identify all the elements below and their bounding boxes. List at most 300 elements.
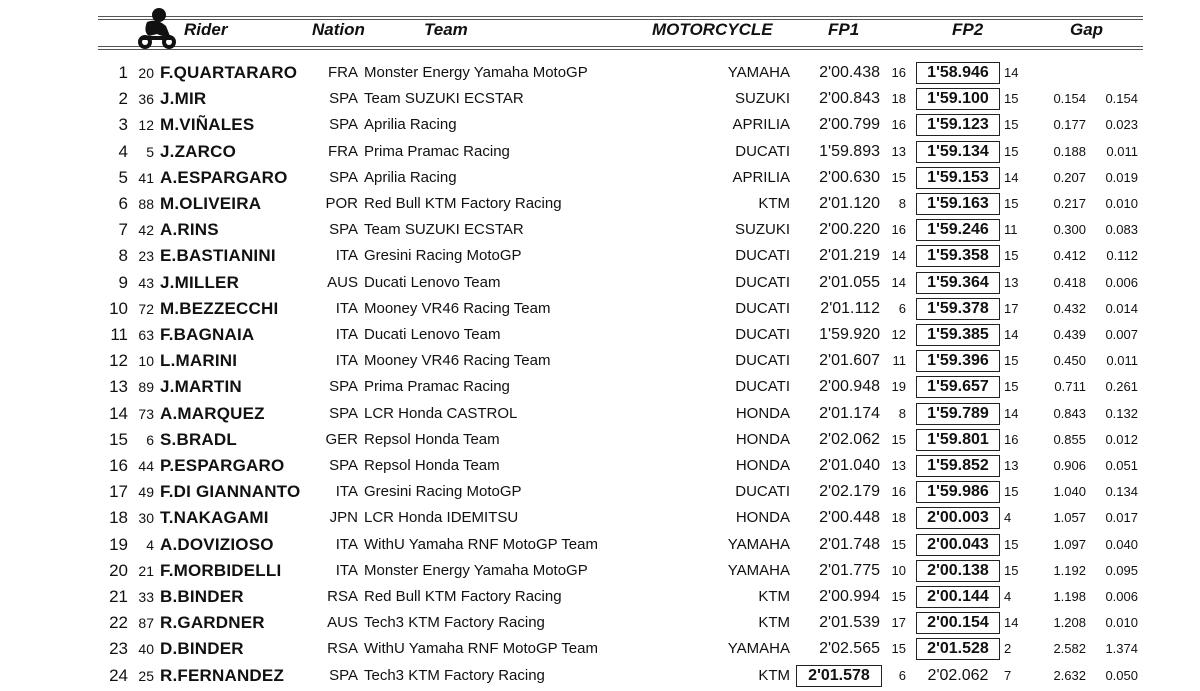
motorcycle-cell: HONDA xyxy=(735,457,790,474)
table-row xyxy=(0,193,1200,219)
fp2-lap-cell: 14 xyxy=(1004,65,1019,80)
header-gap: Gap xyxy=(1070,20,1104,39)
table-row xyxy=(0,560,1200,586)
fp1-time-cell: 2'01.578 xyxy=(796,665,882,687)
position-cell: 4 xyxy=(118,141,128,161)
rider-name-cell: D.BINDER xyxy=(160,639,244,659)
team-cell: Gresini Racing MotoGP xyxy=(364,247,522,265)
fp2-time-cell: 1'59.396 xyxy=(916,350,1000,372)
rider-name-cell: A.DOVIZIOSO xyxy=(160,534,274,554)
nation-cell: SPA xyxy=(329,221,358,239)
rider-number-cell: 25 xyxy=(138,667,154,684)
position-cell: 9 xyxy=(118,272,128,292)
table-row xyxy=(0,376,1200,402)
nation-cell: GER xyxy=(325,430,358,448)
fp1-lap-cell: 6 xyxy=(898,667,906,683)
fp1-time-cell: 2'01.120 xyxy=(819,195,880,212)
rider-name-cell: A.RINS xyxy=(160,220,219,240)
gap-previous-cell: 0.040 xyxy=(1105,536,1138,552)
team-cell: Mooney VR46 Racing Team xyxy=(364,352,551,370)
nation-cell: ITA xyxy=(335,326,358,343)
gap-previous-cell: 0.011 xyxy=(1106,353,1138,369)
rider-number-cell: 43 xyxy=(138,274,154,291)
team-cell: Red Bull KTM Factory Racing xyxy=(364,588,562,605)
table-row xyxy=(0,481,1200,507)
gap-first-cell: 1.198 xyxy=(1053,589,1086,604)
motorcycle-cell: YAMAHA xyxy=(727,64,790,81)
rider-number-cell: 40 xyxy=(138,641,154,658)
fp1-time-cell: 2'01.055 xyxy=(819,273,880,291)
fp1-lap-cell: 16 xyxy=(891,117,906,133)
rider-name-cell: J.MIR xyxy=(160,89,207,109)
rider-number-cell: 21 xyxy=(138,562,154,579)
team-cell: LCR Honda IDEMITSU xyxy=(364,509,519,527)
fp1-time-cell: 2'00.843 xyxy=(819,90,880,108)
fp2-lap-cell: 14 xyxy=(1004,169,1019,185)
nation-cell: FRA xyxy=(328,64,358,81)
fp2-lap-cell: 4 xyxy=(1004,510,1012,526)
fp1-time-cell: 2'00.994 xyxy=(819,588,880,605)
fp1-lap-cell: 14 xyxy=(891,274,906,290)
fp2-time-cell: 1'59.789 xyxy=(916,403,1000,425)
gap-previous-cell: 0.010 xyxy=(1105,615,1138,631)
gap-previous-cell: 0.095 xyxy=(1105,562,1138,578)
team-cell: Mooney VR46 Racing Team xyxy=(364,299,551,317)
fp2-lap-cell: 15 xyxy=(1004,484,1019,500)
gap-first-cell: 0.418 xyxy=(1053,274,1086,290)
header-fp1: FP1 xyxy=(828,20,860,39)
gap-first-cell: 0.711 xyxy=(1054,379,1086,395)
fp2-time-cell: 2'01.528 xyxy=(916,638,1000,660)
header-team: Team xyxy=(424,20,468,39)
position-cell: 17 xyxy=(109,482,128,502)
nation-cell: RSA xyxy=(327,640,358,658)
rider-number-cell: 41 xyxy=(138,169,154,186)
rider-name-cell: M.BEZZECCHI xyxy=(160,298,279,318)
position-cell: 19 xyxy=(109,534,128,554)
team-cell: Prima Pramac Racing xyxy=(364,142,510,160)
motorcycle-cell: HONDA xyxy=(735,404,790,422)
motorcycle-cell: DUCATI xyxy=(735,378,790,396)
team-cell: Prima Pramac Racing xyxy=(364,378,510,396)
gap-previous-cell: 0.083 xyxy=(1105,222,1138,238)
rider-name-cell: F.MORBIDELLI xyxy=(160,560,282,580)
fp1-time-cell: 2'01.040 xyxy=(819,457,880,474)
motorcycle-cell: KTM xyxy=(758,588,790,605)
rider-number-cell: 88 xyxy=(138,196,154,212)
position-cell: 11 xyxy=(110,325,128,344)
fp2-time-cell: 1'59.378 xyxy=(916,298,1000,320)
rider-name-cell: B.BINDER xyxy=(160,587,244,606)
gap-previous-cell: 0.006 xyxy=(1105,589,1138,604)
fp1-time-cell: 2'00.220 xyxy=(819,221,880,239)
rider-name-cell: J.MILLER xyxy=(160,272,240,292)
fp2-lap-cell: 15 xyxy=(1004,562,1019,578)
table-row xyxy=(0,114,1200,140)
motorcycle-cell: HONDA xyxy=(735,509,790,527)
gap-previous-cell: 0.261 xyxy=(1105,379,1138,395)
team-cell: Tech3 KTM Factory Racing xyxy=(364,666,545,684)
gap-previous-cell: 0.132 xyxy=(1105,405,1138,421)
position-cell: 12 xyxy=(109,351,128,371)
rider-name-cell: P.ESPARGARO xyxy=(160,456,285,475)
gap-first-cell: 0.855 xyxy=(1053,431,1086,447)
motorcycle-cell: DUCATI xyxy=(735,326,790,343)
fp1-lap-cell: 15 xyxy=(891,431,906,447)
nation-cell: SPA xyxy=(329,666,358,684)
fp1-lap-cell: 16 xyxy=(891,65,906,80)
position-cell: 18 xyxy=(109,508,128,528)
nation-cell: ITA xyxy=(335,299,358,317)
table-row xyxy=(0,141,1200,167)
motorcycle-cell: DUCATI xyxy=(735,299,790,317)
fp1-time-cell: 2'00.799 xyxy=(819,116,880,134)
fp1-time-cell: 2'01.775 xyxy=(819,561,880,579)
rider-number-cell: 36 xyxy=(138,91,154,108)
rider-number-cell: 4 xyxy=(146,536,154,553)
nation-cell: AUS xyxy=(327,273,358,291)
header-top-rule-2 xyxy=(98,19,1143,20)
gap-first-cell: 0.432 xyxy=(1053,300,1086,316)
fp1-time-cell: 2'02.565 xyxy=(819,640,880,658)
table-row xyxy=(0,62,1200,88)
gap-previous-cell: 0.007 xyxy=(1105,327,1138,342)
gap-first-cell: 1.208 xyxy=(1053,615,1086,631)
fp1-time-cell: 2'01.539 xyxy=(819,614,880,632)
header-nation: Nation xyxy=(312,20,365,39)
fp2-time-cell: 1'59.246 xyxy=(916,219,1000,241)
gap-previous-cell: 0.112 xyxy=(1106,248,1138,264)
table-row xyxy=(0,534,1200,560)
fp2-lap-cell: 15 xyxy=(1004,143,1019,159)
rider-number-cell: 33 xyxy=(138,589,154,605)
fp2-time-cell: 1'59.134 xyxy=(916,141,1000,163)
position-cell: 3 xyxy=(118,115,128,135)
motorcycle-cell: SUZUKI xyxy=(734,90,790,108)
fp1-time-cell: 2'00.630 xyxy=(819,168,880,186)
gap-previous-cell: 0.011 xyxy=(1106,143,1138,159)
motorcycle-cell: SUZUKI xyxy=(734,221,790,239)
rider-number-cell: 44 xyxy=(138,458,154,474)
nation-cell: SPA xyxy=(329,90,358,108)
team-cell: WithU Yamaha RNF MotoGP Team xyxy=(364,535,598,553)
position-cell: 23 xyxy=(109,639,128,659)
fp2-time-cell: 1'59.657 xyxy=(916,376,1000,398)
nation-cell: ITA xyxy=(335,352,358,370)
fp2-time-cell: 2'00.138 xyxy=(916,560,1000,582)
nation-cell: FRA xyxy=(328,142,358,160)
team-cell: Team SUZUKI ECSTAR xyxy=(364,90,524,108)
fp1-time-cell: 2'00.438 xyxy=(819,64,880,81)
table-row xyxy=(0,272,1200,298)
rider-name-cell: F.DI GIANNANTO xyxy=(160,482,301,502)
gap-previous-cell: 0.006 xyxy=(1105,274,1138,290)
gap-first-cell: 1.192 xyxy=(1053,562,1086,578)
fp2-lap-cell: 14 xyxy=(1004,327,1019,342)
fp1-lap-cell: 8 xyxy=(898,405,906,421)
rider-name-cell: L.MARINI xyxy=(160,351,238,371)
gap-previous-cell: 0.014 xyxy=(1105,300,1138,316)
motorcycle-cell: YAMAHA xyxy=(727,640,790,658)
gap-first-cell: 0.450 xyxy=(1053,353,1086,369)
rider-number-cell: 49 xyxy=(138,484,154,501)
nation-cell: ITA xyxy=(335,483,358,501)
table-row xyxy=(0,167,1200,193)
gap-first-cell: 2.582 xyxy=(1053,641,1086,657)
fp1-lap-cell: 13 xyxy=(891,143,906,159)
header-motorcycle: MOTORCYCLE xyxy=(652,20,773,39)
rider-number-cell: 42 xyxy=(138,222,154,239)
position-cell: 6 xyxy=(118,194,128,213)
fp2-lap-cell: 15 xyxy=(1004,353,1019,369)
fp1-lap-cell: 15 xyxy=(891,536,906,552)
gap-first-cell: 0.412 xyxy=(1053,248,1086,264)
gap-previous-cell: 0.134 xyxy=(1105,484,1138,500)
rider-name-cell: T.NAKAGAMI xyxy=(160,508,269,528)
motorcycle-cell: APRILIA xyxy=(732,116,790,134)
header-bottom-rule xyxy=(98,46,1143,47)
motorcycle-cell: KTM xyxy=(758,614,790,632)
table-row xyxy=(0,507,1200,533)
team-cell: Aprilia Racing xyxy=(364,168,457,186)
gap-first-cell: 1.097 xyxy=(1053,536,1086,552)
table-row xyxy=(0,245,1200,271)
gap-first-cell: 0.217 xyxy=(1053,196,1086,211)
fp2-time-cell: 2'00.003 xyxy=(916,507,1000,529)
position-cell: 7 xyxy=(118,220,128,240)
gap-previous-cell: 0.154 xyxy=(1105,91,1138,107)
team-cell: Aprilia Racing xyxy=(364,116,457,134)
nation-cell: RSA xyxy=(327,588,358,605)
nation-cell: SPA xyxy=(329,168,358,186)
team-cell: Gresini Racing MotoGP xyxy=(364,483,522,501)
header-rider: Rider xyxy=(184,20,228,39)
fp2-time-cell: 1'59.100 xyxy=(916,88,1000,110)
team-cell: WithU Yamaha RNF MotoGP Team xyxy=(364,640,598,658)
gap-previous-cell: 1.374 xyxy=(1105,641,1138,657)
fp1-time-cell: 2'01.174 xyxy=(819,404,880,422)
position-cell: 15 xyxy=(109,429,128,449)
gap-first-cell: 0.154 xyxy=(1053,91,1086,107)
nation-cell: SPA xyxy=(329,378,358,396)
rider-name-cell: M.VIÑALES xyxy=(160,115,255,135)
fp2-lap-cell: 11 xyxy=(1004,222,1018,238)
team-cell: Monster Energy Yamaha MotoGP xyxy=(364,561,588,579)
fp1-lap-cell: 18 xyxy=(891,91,906,107)
fp2-time-cell: 1'59.852 xyxy=(916,455,1000,477)
fp1-lap-cell: 12 xyxy=(891,327,906,342)
fp1-time-cell: 2'00.948 xyxy=(819,378,880,396)
rider-number-cell: 73 xyxy=(138,405,154,422)
fp2-time-cell: 1'58.946 xyxy=(916,62,1000,84)
position-cell: 13 xyxy=(109,377,128,397)
fp2-lap-cell: 4 xyxy=(1004,589,1012,604)
table-row xyxy=(0,219,1200,245)
table-row xyxy=(0,429,1200,455)
position-cell: 14 xyxy=(109,403,128,423)
position-cell: 24 xyxy=(109,665,128,685)
table-row xyxy=(0,350,1200,376)
fp2-lap-cell: 15 xyxy=(1004,117,1019,133)
team-cell: Red Bull KTM Factory Racing xyxy=(364,195,562,212)
fp1-time-cell: 2'01.112 xyxy=(820,299,880,317)
table-row xyxy=(0,324,1200,350)
gap-first-cell: 0.906 xyxy=(1053,458,1086,473)
team-cell: Ducati Lenovo Team xyxy=(364,273,501,291)
nation-cell: SPA xyxy=(329,404,358,422)
fp1-time-cell: 2'01.607 xyxy=(819,352,880,370)
team-cell: Tech3 KTM Factory Racing xyxy=(364,614,545,632)
rider-number-cell: 20 xyxy=(138,65,154,81)
fp1-lap-cell: 15 xyxy=(891,641,906,657)
nation-cell: SPA xyxy=(329,116,358,134)
motorcycle-cell: DUCATI xyxy=(735,352,790,370)
rider-number-cell: 63 xyxy=(138,327,154,343)
gap-previous-cell: 0.017 xyxy=(1105,510,1138,526)
fp1-lap-cell: 15 xyxy=(891,589,906,604)
table-row xyxy=(0,298,1200,324)
table-row xyxy=(0,638,1200,664)
fp1-lap-cell: 16 xyxy=(891,484,906,500)
rider-name-cell: M.OLIVEIRA xyxy=(160,194,262,213)
gap-previous-cell: 0.019 xyxy=(1105,169,1138,185)
rider-name-cell: S.BRADL xyxy=(160,429,237,449)
team-cell: Repsol Honda Team xyxy=(364,457,500,474)
fp2-lap-cell: 2 xyxy=(1004,641,1012,657)
team-cell: LCR Honda CASTROL xyxy=(364,404,518,422)
position-cell: 16 xyxy=(109,456,128,475)
motorcycle-cell: DUCATI xyxy=(735,142,790,160)
table-row xyxy=(0,455,1200,481)
fp2-lap-cell: 13 xyxy=(1004,458,1019,473)
fp2-time-cell: 1'59.364 xyxy=(916,272,1000,294)
motorcycle-cell: KTM xyxy=(758,666,790,684)
table-row xyxy=(0,88,1200,114)
rider-number-cell: 10 xyxy=(138,353,154,370)
fp2-lap-cell: 15 xyxy=(1004,379,1019,395)
fp1-time-cell: 1'59.893 xyxy=(819,142,880,160)
rider-number-cell: 89 xyxy=(138,379,154,396)
rider-number-cell: 30 xyxy=(138,510,154,527)
fp1-time-cell: 1'59.920 xyxy=(819,326,880,343)
gap-previous-cell: 0.012 xyxy=(1105,431,1138,447)
gap-first-cell: 2.632 xyxy=(1053,667,1086,683)
gap-first-cell: 0.188 xyxy=(1053,143,1086,159)
rider-name-cell: F.QUARTARARO xyxy=(160,63,298,82)
rider-name-cell: R.GARDNER xyxy=(160,613,265,633)
nation-cell: JPN xyxy=(329,509,358,527)
fp1-lap-cell: 6 xyxy=(898,300,906,316)
rider-number-cell: 6 xyxy=(146,431,154,448)
header-top-rule xyxy=(98,16,1143,17)
gap-previous-cell: 0.023 xyxy=(1105,117,1138,133)
rider-name-cell: J.MARTIN xyxy=(160,377,242,397)
team-cell: Repsol Honda Team xyxy=(364,430,500,448)
gap-first-cell: 0.439 xyxy=(1053,327,1086,342)
fp1-lap-cell: 11 xyxy=(892,353,906,369)
position-cell: 21 xyxy=(109,587,128,606)
table-row xyxy=(0,612,1200,638)
fp1-lap-cell: 15 xyxy=(891,169,906,185)
fp2-time-cell: 1'59.153 xyxy=(916,167,1000,189)
gap-previous-cell: 0.051 xyxy=(1105,458,1138,473)
fp1-time-cell: 2'02.179 xyxy=(819,483,880,501)
fp2-lap-cell: 13 xyxy=(1004,274,1019,290)
motorcycle-cell: APRILIA xyxy=(732,168,790,186)
fp2-lap-cell: 15 xyxy=(1004,248,1019,264)
rider-name-cell: R.FERNANDEZ xyxy=(160,665,285,685)
fp2-lap-cell: 7 xyxy=(1004,667,1012,683)
position-cell: 8 xyxy=(118,246,128,266)
fp2-time-cell: 1'59.986 xyxy=(916,481,1000,503)
nation-cell: AUS xyxy=(327,614,358,632)
motorcycle-cell: HONDA xyxy=(735,430,790,448)
fp2-lap-cell: 16 xyxy=(1004,431,1019,447)
motorcycle-cell: KTM xyxy=(758,195,790,212)
fp1-lap-cell: 16 xyxy=(891,222,906,238)
fp1-time-cell: 2'01.219 xyxy=(819,247,880,265)
fp2-time-cell: 1'59.123 xyxy=(916,114,1000,136)
fp1-lap-cell: 17 xyxy=(891,615,906,631)
fp1-lap-cell: 8 xyxy=(898,196,906,211)
fp2-lap-cell: 14 xyxy=(1004,615,1019,631)
rider-number-cell: 72 xyxy=(138,300,154,317)
fp1-lap-cell: 14 xyxy=(891,248,906,264)
nation-cell: ITA xyxy=(335,247,358,265)
header-fp2: FP2 xyxy=(952,20,984,39)
gap-first-cell: 0.300 xyxy=(1053,222,1086,238)
fp2-time-cell: 1'59.385 xyxy=(916,324,1000,346)
nation-cell: POR xyxy=(325,195,358,212)
rider-number-cell: 23 xyxy=(138,248,154,265)
rider-name-cell: J.ZARCO xyxy=(160,141,237,161)
table-row xyxy=(0,665,1200,691)
table-row xyxy=(0,403,1200,429)
rider-name-cell: A.MARQUEZ xyxy=(160,403,265,423)
gap-first-cell: 0.207 xyxy=(1053,169,1086,185)
table-row xyxy=(0,586,1200,612)
gap-previous-cell: 0.050 xyxy=(1105,667,1138,683)
fp2-lap-cell: 15 xyxy=(1004,196,1019,211)
rider-name-cell: E.BASTIANINI xyxy=(160,246,276,266)
nation-cell: ITA xyxy=(335,561,358,579)
fp1-time-cell: 2'00.448 xyxy=(819,509,880,527)
position-cell: 1 xyxy=(118,63,128,82)
fp1-lap-cell: 18 xyxy=(891,510,906,526)
motorcycle-cell: YAMAHA xyxy=(727,561,790,579)
gap-first-cell: 1.057 xyxy=(1053,510,1086,526)
rider-number-cell: 5 xyxy=(146,143,154,160)
team-cell: Monster Energy Yamaha MotoGP xyxy=(364,64,588,81)
fp2-time-cell: 2'00.043 xyxy=(916,534,1000,556)
fp2-time-cell: 1'59.163 xyxy=(916,193,1000,215)
fp1-lap-cell: 19 xyxy=(891,379,906,395)
fp2-time-cell: 1'59.801 xyxy=(916,429,1000,451)
motorcycle-cell: DUCATI xyxy=(735,247,790,265)
rider-number-cell: 87 xyxy=(138,615,154,632)
header-bottom-rule-2 xyxy=(98,49,1143,50)
rider-number-cell: 12 xyxy=(138,117,154,134)
nation-cell: SPA xyxy=(329,457,358,474)
fp2-lap-cell: 15 xyxy=(1004,91,1019,107)
team-cell: Ducati Lenovo Team xyxy=(364,326,501,343)
position-cell: 5 xyxy=(118,167,128,187)
fp1-lap-cell: 13 xyxy=(891,458,906,473)
gap-first-cell: 1.040 xyxy=(1053,484,1086,500)
fp1-lap-cell: 10 xyxy=(891,562,906,578)
position-cell: 22 xyxy=(109,613,128,633)
motorcycle-cell: YAMAHA xyxy=(727,535,790,553)
